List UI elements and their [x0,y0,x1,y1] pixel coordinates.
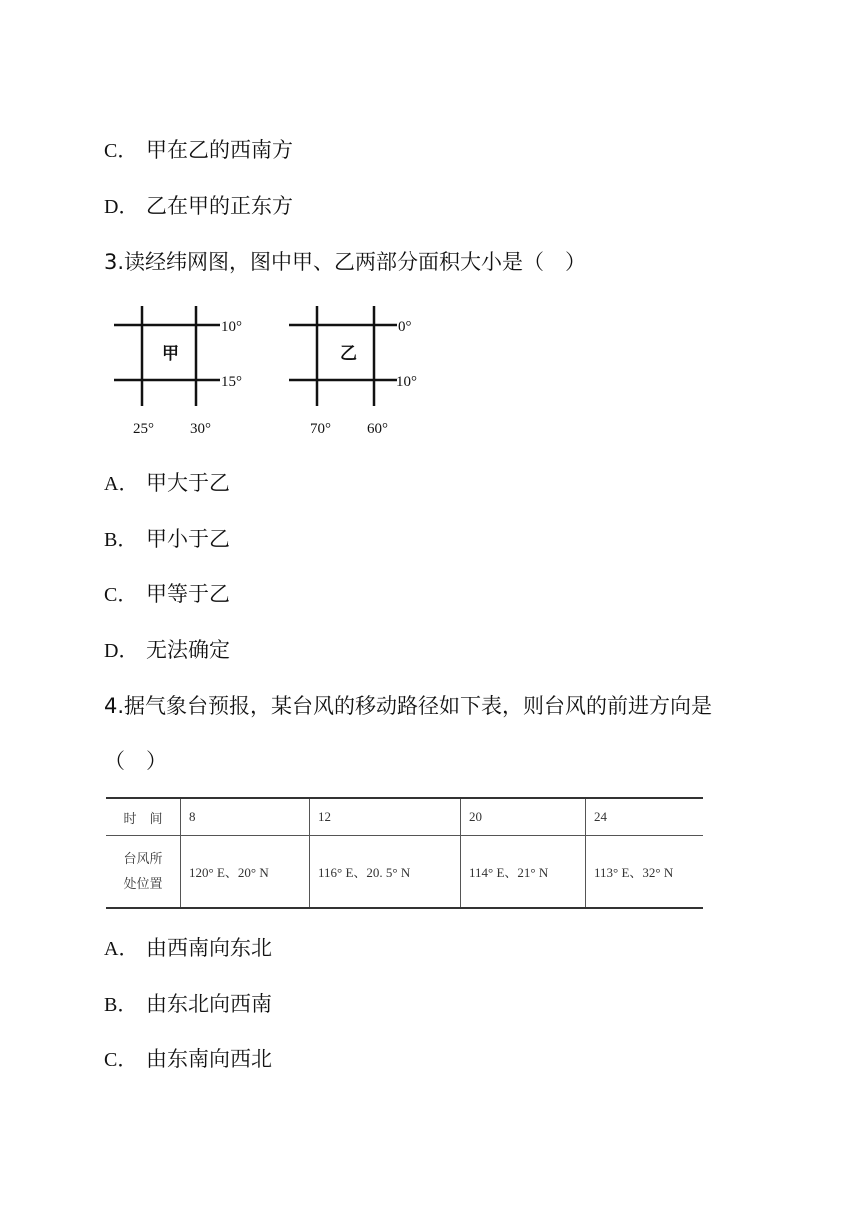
table-cell-time: 12 [310,798,461,836]
option-text: 甲大于乙 [146,471,230,495]
q4-stem-line1: 4.据气象台预报，某台风的移动路径如下表，则台风的前进方向是 [104,694,713,718]
table-header-position-line2: 处位置 [123,876,163,892]
q4-option-a [104,934,272,963]
q2-option-c [104,136,293,165]
option-text: 乙在甲的正东方 [146,194,293,218]
q3-option-c [104,580,230,609]
table-cell-position: 113° E、32° N [586,836,704,909]
graticule-figure [104,300,434,445]
left-lon-right-label: 30° [190,421,211,437]
q3-stem: 3.读经纬网图，图中甲、乙两部分面积大小是（ ） [104,250,587,274]
left-lat-top-label: 10° [221,319,242,335]
region-yi-label: 乙 [340,344,357,364]
right-lat-top-label: 0° [398,319,412,335]
option-text: 由西南向东北 [146,936,272,960]
table-header-position [106,836,181,909]
table-cell-time: 20 [461,798,586,836]
typhoon-path-table [106,797,703,909]
q3-option-b [104,525,230,554]
right-lat-bottom-label: 10° [396,374,417,390]
left-lon-left-label: 25° [133,421,154,437]
table-row-position [106,836,703,909]
region-jia-label: 甲 [162,344,179,364]
option-text: 甲在乙的西南方 [146,138,293,162]
option-letter: A． [104,473,139,495]
table-header-position-line1: 台风所 [123,851,163,867]
table-row-time [106,798,703,836]
table-cell-time: 8 [181,798,310,836]
option-letter: C． [104,1049,138,1071]
option-letter: D． [104,640,139,662]
q4-stem-line2: （ ） [104,749,167,773]
option-text: 甲等于乙 [146,582,230,606]
option-letter: B． [104,994,138,1016]
option-text: 由东南向西北 [146,1047,272,1071]
right-lon-left-label: 70° [310,421,331,437]
q4-option-c [104,1045,272,1074]
option-letter: A． [104,938,139,960]
q2-option-d [104,192,293,221]
table-cell-time: 24 [586,798,704,836]
graticule-svg [104,300,434,445]
option-letter: C． [104,140,138,162]
option-letter: C． [104,584,138,606]
q3-option-d [104,636,230,665]
option-letter: D． [104,196,139,218]
left-lat-bottom-label: 15° [221,374,242,390]
option-text: 无法确定 [146,638,230,662]
table-header-time: 时 间 [106,798,181,836]
q3-option-a [104,469,230,498]
option-text: 甲小于乙 [146,527,230,551]
q4-option-b [104,990,272,1019]
option-text: 由东北向西南 [146,992,272,1016]
table-cell-position: 114° E、21° N [461,836,586,909]
table-cell-position: 116° E、20. 5° N [310,836,461,909]
right-lon-right-label: 60° [367,421,388,437]
table-cell-position: 120° E、20° N [181,836,310,909]
option-letter: B． [104,529,138,551]
